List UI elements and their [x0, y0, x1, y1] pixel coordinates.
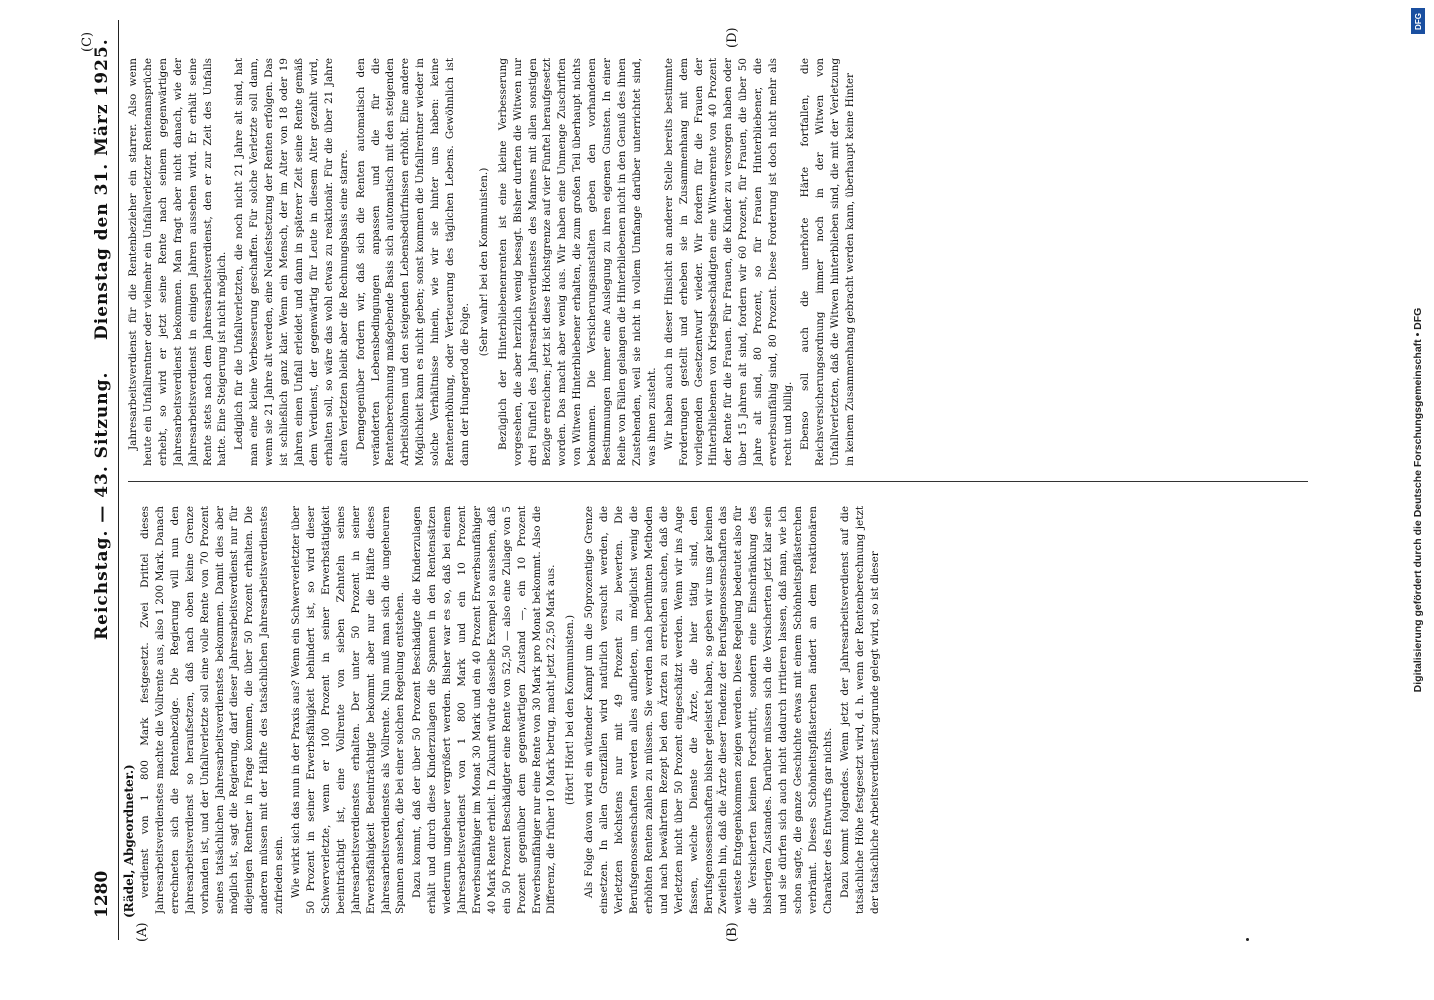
page-number: 1280	[92, 870, 112, 918]
margin-marker-d: (D)	[725, 27, 740, 48]
interjection: (Sehr wahr! bei den Kommunisten.)	[477, 167, 490, 357]
interjection: (Hört! Hört! bei den Kommunisten.)	[564, 615, 577, 806]
header-right-title: Dienstag den 31. März 1925.	[92, 38, 112, 340]
paragraph: Jahresarbeitsverdienst für die Rentenbezieher ein starrer. Also wenn heute ein Unfallrentner oder vielmehr ein Unfallverletzter Rentenansprüche erhebt, so wird er jetzt seine Rente nach seinem gegenwärtigen Jahresarbeitsverdienst bekommen. Man fragt aber nicht danach, wie der Jahresarbeitsverdienst in einigen Jahren aussehen wird. Er erhält seine Rente stets nach dem Jahresarbeitsverdienst, den er zur Zeit des Unfalls hatte. Eine Steigerung ist nicht möglich.	[127, 58, 229, 466]
margin-marker-c: (C)	[80, 31, 95, 52]
paragraph: Wie wirkt sich das nun in der Praxis aus? Wenn ein Schwerverletzter über 50 Prozent in seiner Erwerbsfähigkeit behindert ist, so wird dieser Schwerverletzte, wenn er 100 Prozent in seiner Erwerbstätigkeit beeinträchtigt ist, eine Vollrente von sieben Zehnteln seines Jahresarbeitsverdienstes erhalten. Der unter 50 Prozent in seiner Erwerbsfähigkeit Beeinträchtigte bekommt aber nur die Hälfte dieses Jahresarbeitsverdienstes als Vollrente. Nun muß man sich die ungeheuren Spannen ansehen, die bei einer solchen Regelung entstehen.	[290, 506, 407, 914]
page-header	[88, 20, 119, 940]
paragraph: Ebenso soll auch die unerhörte Härte fortfallen, die Reichsversicherungsordnung immer noch in der Witwen von Unfallverletzten, daß die Witwen hinterblieben sind, die mit der Verletzung in keinem Zusammenhang gebracht werden kann, überhaupt keine Hinter	[798, 58, 856, 466]
paragraph: Dazu kommt folgendes. Wenn jetzt der Jahresarbeitsverdienst auf die tatsächliche Höhe festgesetzt wird, d. h. wenn der Rentenberechnung jetzt der tatsächliche Arbeitsverdienst zugrunde gelegt wird, so ist dieser	[838, 506, 881, 914]
paragraph: Dazu kommt, daß der über 50 Prozent Beschädigte die Kinderzulagen erhält und durch diese Kinderzulagen die Spannen in den Rentensätzen wiederum ungeheuer vergrößert werden. Bisher war es so, daß bei einem Jahresarbeitsverdienst von 1 800 Mark und ein 10 Prozent Erwerbsunfähiger im Monat 30 Mark und ein 40 Prozent Erwerbsunfähiger 40 Mark Rente erhielt. In Zukunft würde dasselbe Exempel so aussehen, daß ein 50 Prozent Beschädigter eine Rente von 52,50 — also eine Zulage von 5 Prozent gegenüber dem gegenwärtigen Zustand —, ein 10 Prozent Erwerbsunfähiger nur eine Rente von 30 Mark pro Monat bekommt. Also die Differenz, die früher 10 Mark betrug, macht jetzt 22,50 Mark aus.	[411, 506, 558, 914]
paragraph: Bezüglich der Hinterbliebenenrenten ist eine kleine Verbesserung vorgesehen, die aber herzlich wenig besagt. Bisher durften die Witwen nur drei Fünftel des Jahresarbeitsverdienstes des Mannes mit allen sonstigen Bezüge erreichen; jetzt ist diese Höchstgrenze auf vier Fünftel heraufgesetzt worden. Das macht aber wenig aus. Wir haben eine Unmenge Zuschriften von Witwen Hinterbliebener erhalten, die zum großen Teil überhaupt nichts bekommen. Die Versicherungsanstalten geben den vorhandenen Bestimmungen immer eine Auslegung zu ihren eigenen Gunsten. In einer Reihe von Fällen gelangen die Hinterbliebenen nicht in den Genuß des ihnen Zustehenden, weil sie nicht in vollem Umfange darüber unterrichtet sind, was ihnen zusteht.	[496, 58, 658, 466]
margin-marker-b: (B)	[725, 922, 740, 942]
paragraph: verdienst von 1 800 Mark festgesetzt. Zwei Drittel dieses Jahresarbeitsverdienstes machte die Vollrente aus, also 1 200 Mark. Danach errechneten sich die Rentenbezüge. Die Regierung will nun den Jahresarbeitsverdienst so heraufsetzen, daß nach oben keine Grenze vorhanden ist, und der Unfallverletzte soll eine volle Rente von 70 Prozent seines tatsächlichen Jahresarbeitsverdienstes bekommen. Damit dies aber möglich ist, sagt die Regierung, darf dieser Jahresarbeitsverdienst nur für diejenigen Rentner in Frage kommen, die über 50 Prozent erhalten. Die anderen müssen mit der Hälfte des tatsächlichen Jahresarbeitsverdienstes zufrieden sein.	[139, 506, 286, 914]
paragraph: Demgegenüber fordern wir, daß sich die Renten automatisch den veränderten Lebensbedingungen anpassen und die für die Rentenberechnung maßgebende Basis sich automatisch mit den steigenden Arbeitslöhnen und den steigenden Lebensbedürfnissen erhöht. Eine andere Möglichkeit kann es nicht geben; sonst kommen die Unfallrentner wieder in solche Verhältnisse hinein, wie wir sie hinter uns haben: keine Rentenerhöhung, oder Verteuerung des täglichen Lebens. Gewöhnlich ist dann der Hungertod die Folge.	[354, 58, 471, 466]
dfg-logo-icon: DFG	[1411, 8, 1425, 34]
scan-speck	[1246, 938, 1249, 941]
digitization-credit: Digitalisierung gefördert durch die Deutsche Forschungsgemeinschaft • DFG	[1412, 307, 1424, 693]
text-column-left	[138, 506, 1308, 914]
header-left-title: Reichstag. — 43. Sitzung.	[92, 371, 112, 640]
paragraph: Wir haben auch in dieser Hinsicht an anderer Stelle bereits bestimmte Forderungen gestellt und erheben sie in Zusammenhang mit dem vorliegenden Gesetzentwurf wieder. Wir fordern für die Frauen der Hinterbliebenen von Kriegsbeschädigten eine Witwenrente von 40 Prozent der Rente für die Frauen. Für Frauen, die Kinder zu versorgen haben oder über 15 Jahren alt sind, fordern wir 60 Prozent, für Frauen, die über 50 Jahre alt sind, 80 Prozent, so für Frauen Hinterbliebener, die erwerbsunfähig sind, 80 Prozent. Diese Forderung ist doch nicht mehr als recht und billig.	[662, 58, 794, 466]
speaker-label: (Rädel, Abgeordneter.)	[122, 764, 136, 918]
margin-marker-a: (A)	[135, 922, 150, 942]
paragraph: Als Folge davon wird ein wütender Kampf um die 50prozentige Grenze einsetzen. In allen Grenzfällen wird natürlich versucht werden, die Verletzten höchstens nur mit 49 Prozent zu bewerten. Die Berufsgenossenschaften werden alles aufbieten, um möglichst wenig die erhöhten Renten zahlen zu müssen. Sie werden nach berühmten Methoden und nach bewährtem Rezept bei den Ärzten zu erreichen suchen, daß die Verletzten nicht über 50 Prozent eingeschätzt werden. Wenn wir ins Auge fassen, welche Dienste die Ärzte, die hier tätig sind, den Berufsgenossenschaften bisher geleistet haben, so geben wir uns gar keinen Zweifeln hin, daß die Ärzte dieser Tendenz der Berufsgenossenschaften das weiteste Entgegenkommen zeigen werden. Diese Regelung bedeutet also für die Versicherten keinen Fortschritt, sondern eine Einschränkung des bisherigen Zustandes. Darüber müssen sich die Versicherten jetzt klar sein und sie dürfen sich auch nicht dadurch irritieren lassen, daß man, wie ich schon sagte, die ganze Geschichte etwas mit einem Schönheitspflästerchen verbrämt. Dieses Schönheitspflästerchen ändert an dem reaktionären Charakter des Entwurfs gar nichts.	[583, 506, 834, 914]
text-column-right	[126, 58, 1296, 466]
paragraph: Lediglich für die Unfallverletzten, die noch nicht 21 Jahre alt sind, hat man eine kleine Verbesserung geschaffen. Für solche Verletzte soll dann, wenn sie 21 Jahre alt werden, eine Neufestsetzung der Renten erfolgen. Das ist schließlich ganz klar. Wenn ein Mensch, der im Alter von 18 oder 19 Jahren einen Unfall erleidet und dann in späterer Zeit seine Rente gemäß dem Verdienst, der gegenwärtig für Leute in diesem Alter gezahlt wird, erhalten soll, so wäre das wohl etwas zu reaktionär. Für die über 21 Jahre alten Verletzten bleibt aber die Rechnungsbasis eine starre.	[233, 58, 350, 466]
column-divider	[128, 481, 1308, 482]
